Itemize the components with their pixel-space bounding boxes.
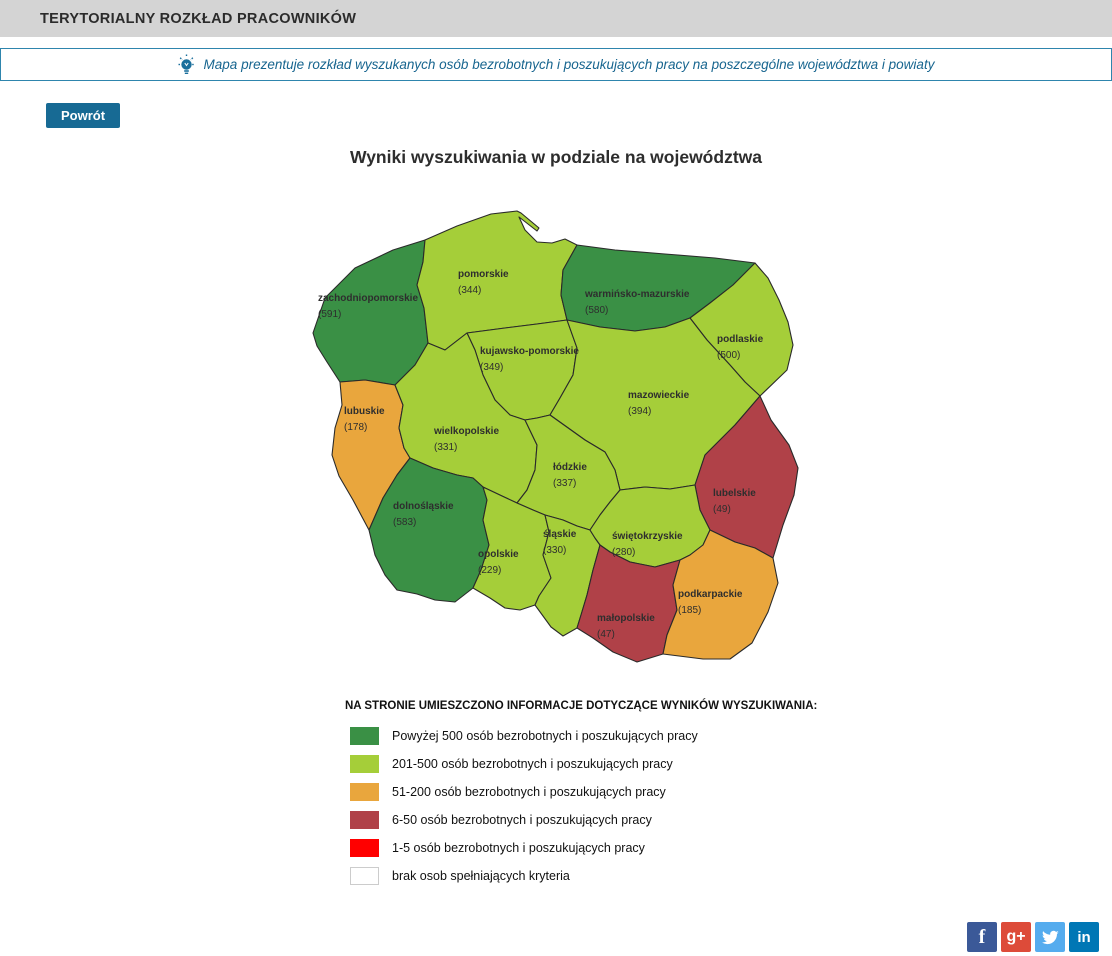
legend-item <box>345 783 817 801</box>
legend-swatch-orange <box>350 783 379 801</box>
legend-swatch-red <box>350 839 379 857</box>
region-label: lubuskie <box>344 406 385 417</box>
region-value: (344) <box>458 285 482 296</box>
legend-item-label: brak osob spełniających kryteria <box>392 869 570 883</box>
legend-item <box>345 867 817 885</box>
region-zachodniopomorskie[interactable] <box>313 240 428 385</box>
legend-item-label: 6-50 osób bezrobotnych i poszukujących pracy <box>392 813 652 827</box>
region-value: (394) <box>628 406 652 417</box>
info-banner-text: Mapa prezentuje rozkład wyszukanych osób bezrobotnych i poszukujących pracy na poszczególne województwa i powiaty <box>203 57 935 72</box>
region-label: pomorskie <box>458 269 509 280</box>
region-label: mazowieckie <box>628 390 690 401</box>
back-button[interactable]: Powrót <box>46 103 120 128</box>
header-bar <box>0 0 1112 37</box>
legend-swatch-dark-green <box>350 727 379 745</box>
legend-item-label: 201-500 osób bezrobotnych i poszukujących pracy <box>392 757 673 771</box>
region-label: kujawsko-pomorskie <box>480 346 579 357</box>
region-value: (337) <box>553 478 577 489</box>
googleplus-icon: g+ <box>1006 928 1026 945</box>
facebook-share-button[interactable] <box>967 922 997 952</box>
legend-item <box>345 839 817 857</box>
region-value: (185) <box>678 605 702 616</box>
region-value: (49) <box>713 504 731 515</box>
lightbulb-icon <box>178 54 195 76</box>
legend-item <box>345 727 817 745</box>
region-value: (591) <box>318 309 342 320</box>
region-label: dolnośląskie <box>393 501 454 512</box>
legend-item <box>345 811 817 829</box>
region-value: (47) <box>597 629 615 640</box>
legend-swatch-white <box>350 867 379 885</box>
legend-swatch-dark-red <box>350 811 379 829</box>
poland-map <box>305 200 805 675</box>
legend-swatch-light-green <box>350 755 379 773</box>
legend-title: NA STRONIE UMIESZCZONO INFORMACJE DOTYCZĄCE WYNIKÓW WYSZUKIWANIA: <box>345 700 818 712</box>
region-value: (580) <box>585 305 609 316</box>
legend-item-label: 51-200 osób bezrobotnych i poszukujących pracy <box>392 785 666 799</box>
region-value: (331) <box>434 442 458 453</box>
region-value: (330) <box>543 545 567 556</box>
region-value: (229) <box>478 565 502 576</box>
linkedin-share-button[interactable] <box>1069 922 1099 952</box>
twitter-share-button[interactable] <box>1035 922 1065 952</box>
social-share-bar <box>967 922 1099 952</box>
region-label: lubelskie <box>713 488 756 499</box>
region-label: warmińsko-mazurskie <box>585 289 690 300</box>
region-value: (280) <box>612 547 636 558</box>
region-label: świętokrzyskie <box>612 531 683 542</box>
region-label: śląskie <box>543 529 577 540</box>
legend-item-label: Powyżej 500 osób bezrobotnych i poszukujących pracy <box>392 729 698 743</box>
region-label: zachodniopomorskie <box>318 293 419 304</box>
facebook-icon: f <box>978 926 986 948</box>
region-value: (500) <box>717 350 741 361</box>
header-title: TERYTORIALNY ROZKŁAD PRACOWNIKÓW <box>40 10 357 27</box>
region-value: (583) <box>393 517 417 528</box>
googleplus-share-button[interactable] <box>1001 922 1031 952</box>
legend-item <box>345 755 817 773</box>
region-label: wielkopolskie <box>434 426 500 437</box>
legend-item-label: 1-5 osób bezrobotnych i poszukujących pracy <box>392 841 645 855</box>
linkedin-icon: in <box>1077 928 1091 946</box>
info-banner <box>0 48 1112 81</box>
region-value: (349) <box>480 362 504 373</box>
region-label: łódzkie <box>553 462 587 473</box>
legend <box>345 700 817 895</box>
region-value: (178) <box>344 422 368 433</box>
region-label: opolskie <box>478 549 519 560</box>
map-title: Wyniki wyszukiwania w podziale na województwa <box>350 147 762 167</box>
region-label: podkarpackie <box>678 589 743 600</box>
region-label: podlaskie <box>717 334 764 345</box>
twitter-bird-icon <box>1042 929 1059 946</box>
region-label: małopolskie <box>597 613 655 624</box>
